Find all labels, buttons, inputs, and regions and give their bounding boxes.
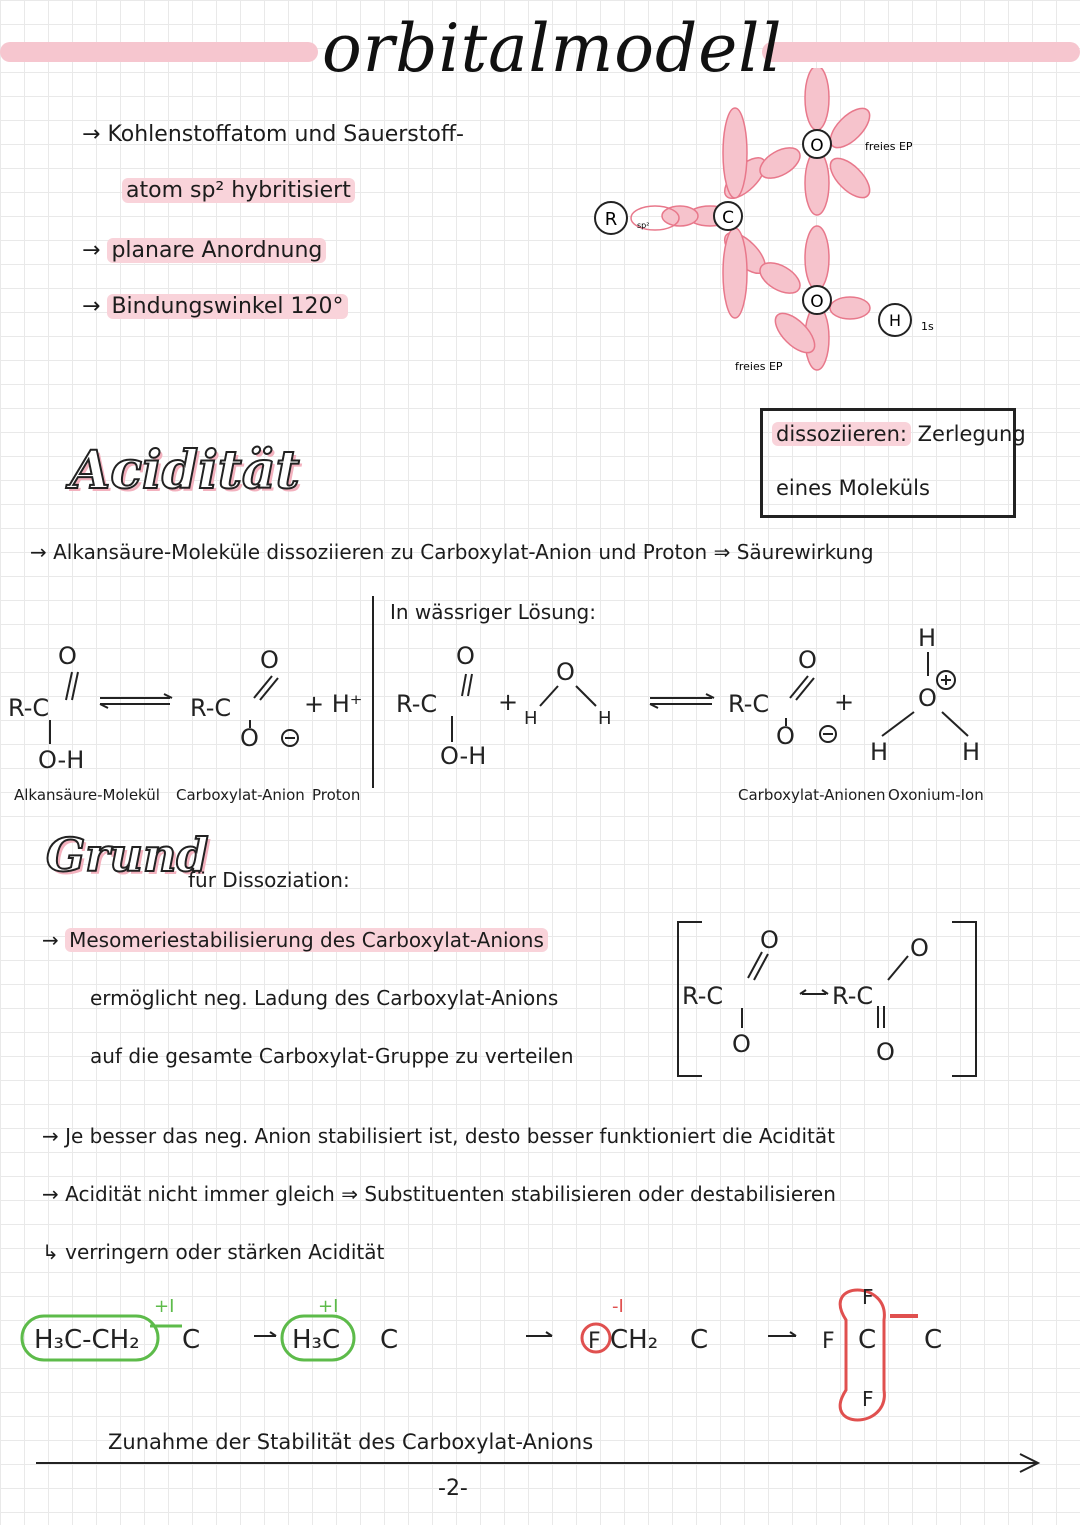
reason-line-3: auf die gesamte Carboxylat-Gruppe zu verteilen [90, 1044, 574, 1068]
stability-axis-arrow [36, 1452, 1046, 1474]
conclusion-3: ↳ verringern oder stärken Acidität [42, 1240, 385, 1264]
title-bar-right [762, 42, 1080, 62]
orbital-bullet-2: atom sp² hybritisiert [122, 178, 355, 203]
page-number: -2- [438, 1476, 468, 1501]
plus-i-1: +I [154, 1296, 175, 1317]
sub-f-2: F [822, 1329, 835, 1354]
acidity-heading: Acidität [70, 440, 300, 501]
meso-o-2: O [732, 1030, 751, 1058]
stability-axis-label: Zunahme der Stabilität des Carboxylat-Anions [108, 1430, 594, 1454]
sub-c-3: C [690, 1325, 709, 1355]
formula-oh-1: O-H [38, 746, 85, 774]
title-bar-left [0, 42, 318, 62]
label-carboxylat-anionen: Carboxylat-Anionen [738, 786, 886, 804]
meso-rc-2: R-C [832, 982, 874, 1010]
sub-f-1: F [588, 1329, 601, 1354]
sub-ch2: CH₂ [610, 1325, 659, 1355]
sub-methyl: H₃C [292, 1325, 341, 1355]
free-ep-top-label: freies EP [865, 140, 913, 153]
formula-h-1: H [524, 708, 538, 729]
formula-h-2: H [598, 708, 612, 729]
acidity-intro: → Alkansäure-Moleküle dissoziieren zu Carboxylat-Anion und Proton ⇒ Säurewirkung [30, 540, 874, 564]
formula-rc-3: R-C [396, 690, 438, 718]
meso-o-3: O [910, 934, 929, 962]
formula-o-2: O [260, 646, 279, 674]
plus-i-2: +I [318, 1296, 339, 1317]
definition-line-2: eines Moleküls [776, 476, 930, 500]
formula-o-3: O [240, 724, 259, 752]
atom-c-label: C [722, 208, 734, 228]
formula-rc-2: R-C [190, 694, 232, 722]
meso-o-4: O [876, 1038, 895, 1066]
formula-rc-1: R-C [8, 694, 50, 722]
formula-h-3: H [918, 624, 937, 652]
sub-f-4: F [862, 1387, 874, 1411]
definition-line-1: dissoziieren: Zerlegung [772, 422, 1026, 446]
minus-i: -I [612, 1296, 624, 1317]
sub-c-1: C [182, 1325, 201, 1355]
orbital-bullet-3: → planare Anordnung [82, 238, 326, 263]
formula-o-4: O [456, 642, 475, 670]
formula-hplus: + H⁺ [304, 690, 363, 718]
formula-o-1: O [58, 642, 77, 670]
label-oxonium: Oxonium-Ion [888, 786, 984, 804]
reason-heading-suffix: für Dissoziation: [188, 868, 350, 892]
sub-c-2: C [380, 1325, 399, 1355]
atom-r-label: R [604, 209, 618, 230]
formula-oh-2: O-H [440, 742, 487, 770]
formula-h-4: H [870, 738, 889, 766]
label-proton: Proton [312, 786, 361, 804]
sub-f-3: F [862, 1285, 874, 1309]
formula-plus-1: + [498, 688, 519, 716]
meso-rc-1: R-C [682, 982, 724, 1010]
page-title: orbitalmodell [322, 10, 783, 87]
formula-h-5: H [962, 738, 981, 766]
orbital-bullet-1: → Kohlenstoffatom und Sauerstoff- [82, 122, 464, 147]
free-ep-bottom-label: freies EP [735, 360, 783, 373]
substituent-comparison [0, 1280, 1080, 1440]
sub-c-4: C [858, 1325, 877, 1355]
atom-o1-label: O [810, 136, 824, 156]
mesomerie-structures [672, 916, 982, 1082]
sub-ethyl: H₃C-CH₂ [34, 1325, 140, 1355]
label-carboxylat: Carboxylat-Anion [176, 786, 305, 804]
formula-o-7: O [776, 722, 795, 750]
orbital-bullet-4: → Bindungswinkel 120° [82, 294, 348, 319]
reason-heading: Grund [46, 828, 209, 882]
formula-o-5: O [556, 658, 575, 686]
formula-o-6: O [798, 646, 817, 674]
aqueous-label: In wässriger Lösung: [390, 600, 596, 624]
conclusion-2: → Acidität nicht immer gleich ⇒ Substituenten stabilisieren oder destabilisieren [42, 1182, 836, 1206]
label-alkansaeure: Alkansäure-Molekül [14, 786, 160, 804]
reason-line-1: → Mesomeriestabilisierung des Carboxylat-Anions [42, 928, 548, 952]
conclusion-1: → Je besser das neg. Anion stabilisiert ist, desto besser funktioniert die Acidität [42, 1124, 835, 1148]
formula-plus-2: + [834, 688, 855, 716]
sp2-label: sp² [637, 221, 650, 230]
meso-o-1: O [760, 926, 779, 954]
reason-line-2: ermöglicht neg. Ladung des Carboxylat-Anions [90, 986, 559, 1010]
orbital-diagram [585, 68, 965, 378]
sub-c-5: C [924, 1325, 943, 1355]
atom-o2-label: O [810, 292, 824, 312]
formula-o-8: O [918, 684, 937, 712]
atom-h-label: H [888, 311, 902, 330]
h-1s-label: 1s [921, 320, 934, 333]
formula-rc-4: R-C [728, 690, 770, 718]
